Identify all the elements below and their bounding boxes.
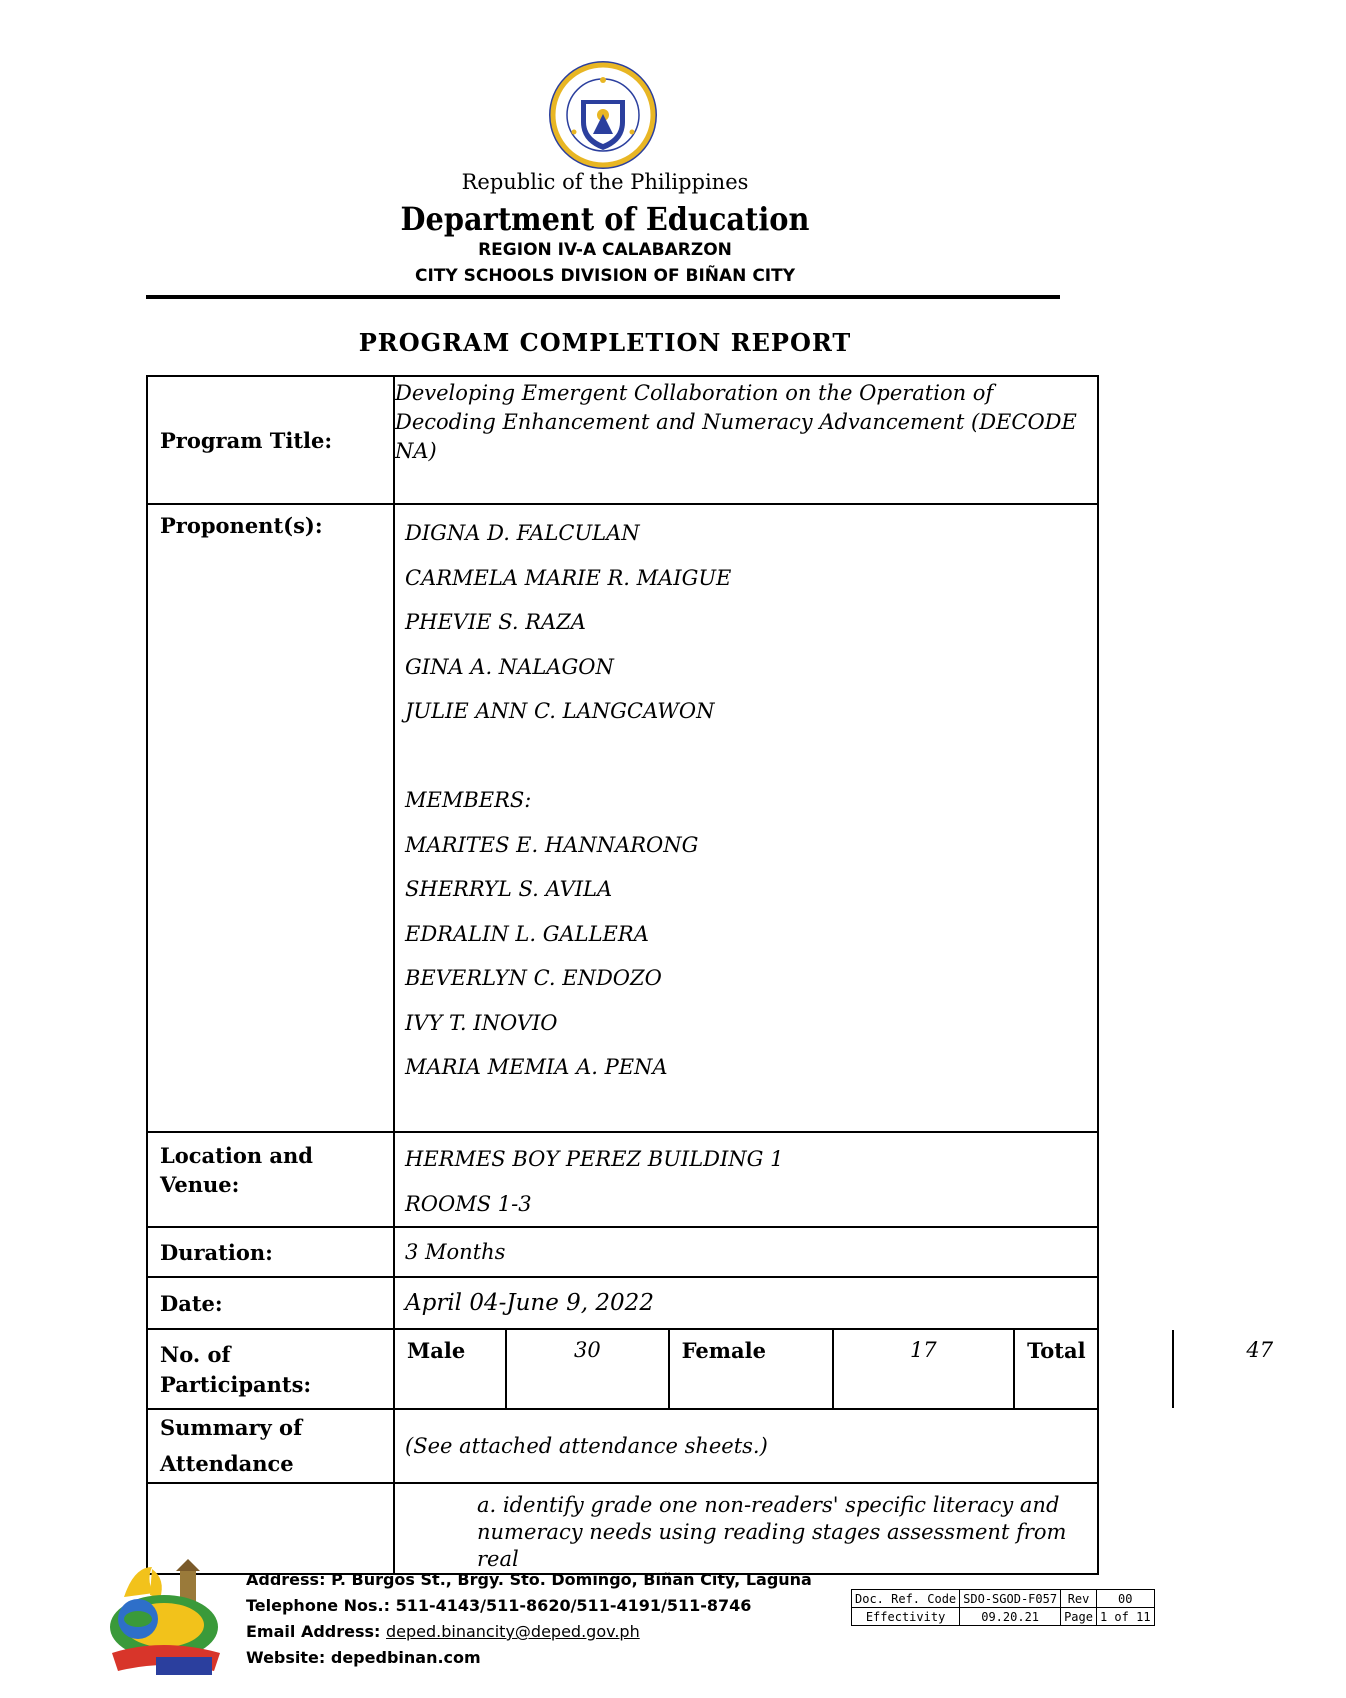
email-label: Email Address:: [246, 1622, 381, 1641]
proponents-label: Proponent(s):: [147, 504, 394, 1132]
objectives-value: [394, 1483, 1098, 1574]
female-count: 17: [833, 1330, 1015, 1408]
footer-website: [246, 1645, 812, 1671]
attendance-value: (See attached attendance sheets.): [394, 1409, 1098, 1483]
total-count: 47: [1173, 1330, 1346, 1408]
location-label-line: Location and: [160, 1143, 313, 1168]
rev-label: Rev: [1061, 1590, 1097, 1608]
attendance-row: [147, 1409, 1098, 1483]
total-label: Total: [1014, 1330, 1173, 1408]
location-line: HERMES BOY PEREZ BUILDING 1: [405, 1147, 784, 1171]
location-label-line: Venue:: [160, 1172, 240, 1197]
participants-label: [147, 1329, 394, 1409]
footer-telephone: [246, 1593, 812, 1619]
members-heading: MEMBERS:: [405, 788, 532, 812]
date-row: [147, 1277, 1098, 1329]
location-label: [147, 1132, 394, 1227]
footer-email: [246, 1619, 812, 1645]
duration-value: 3 Months: [394, 1227, 1098, 1277]
male-label: Male: [407, 1338, 466, 1363]
document-reference-table: [851, 1589, 1155, 1626]
sdo-binan-logo: [104, 1557, 226, 1683]
proponent-name: PHEVIE S. RAZA: [405, 610, 586, 634]
participants-breakdown: [394, 1329, 1274, 1409]
page-value: 1 of 11: [1096, 1608, 1154, 1626]
participants-label-line: No. of: [160, 1342, 231, 1367]
location-value: [394, 1132, 1098, 1227]
program-title-line: Decoding Enhancement and Numeracy Advancement (DECODE: [395, 410, 1077, 434]
address-value: P. Burgos St., Brgy. Sto. Domingo, Biñan City, Laguna: [331, 1570, 812, 1589]
objective-line: numeracy needs using reading stages assessment from real: [477, 1520, 1067, 1571]
program-title-line: Developing Emergent Collaboration on the Operation of: [395, 381, 994, 405]
participants-label-line: Participants:: [160, 1372, 312, 1397]
header-divider: [146, 295, 1060, 299]
member-name: MARIA MEMIA A. PENA: [405, 1055, 668, 1079]
department-heading: Department of Education: [400, 200, 810, 238]
proponents-row: [147, 504, 1098, 1132]
division-heading: CITY SCHOOLS DIVISION OF BIÑAN CITY: [414, 266, 796, 286]
date-label: Date:: [147, 1277, 394, 1329]
member-name: EDRALIN L. GALLERA: [405, 921, 649, 946]
duration-label: Duration:: [147, 1227, 394, 1277]
program-title-line: NA): [395, 439, 437, 463]
attendance-label: [147, 1409, 394, 1483]
objectives-row: [147, 1483, 1098, 1574]
document-title: PROGRAM COMPLETION REPORT: [358, 328, 852, 357]
proponent-name: DIGNA D. FALCULAN: [405, 521, 640, 545]
objective-line: a. identify grade one non-readers' specific literacy and: [477, 1493, 1060, 1517]
female-label: Female: [669, 1330, 833, 1408]
footer-contact: [246, 1567, 812, 1671]
spacer: [405, 734, 1097, 779]
website-value[interactable]: depedbinan.com: [330, 1648, 481, 1667]
member-name: MARITES E. HANNARONG: [405, 832, 699, 857]
participants-row: [147, 1329, 1098, 1409]
proponent-name: CARMELA MARIE R. MAIGUE: [405, 565, 732, 590]
region-heading: REGION IV-A CALABARZON: [478, 240, 732, 260]
male-count: 30: [506, 1330, 669, 1408]
deped-seal-logo: [548, 60, 658, 170]
member-name: IVY T. INOVIO: [405, 1010, 558, 1035]
member-name: SHERRYL S. AVILA: [405, 877, 613, 901]
location-line: ROOMS 1-3: [405, 1191, 532, 1216]
member-name: BEVERLYN C. ENDOZO: [405, 966, 662, 990]
doc-ref-label: Doc. Ref. Code: [852, 1590, 960, 1608]
location-row: [147, 1132, 1098, 1227]
effectivity-label: Effectivity: [852, 1608, 960, 1626]
attendance-label-line: Attendance: [160, 1451, 294, 1476]
footer-address: [246, 1567, 812, 1593]
doc-ref-code: SDO-SGOD-F057: [960, 1590, 1061, 1608]
attendance-label-line: Summary of: [160, 1415, 303, 1440]
program-title-row: [147, 376, 1098, 504]
republic-heading: Republic of the Philippines: [461, 170, 749, 194]
date-value: April 04-June 9, 2022: [394, 1277, 1098, 1329]
rev-value: 00: [1096, 1590, 1154, 1608]
website-label: Website:: [246, 1648, 326, 1667]
email-link[interactable]: deped.binancity@deped.gov.ph: [386, 1622, 640, 1641]
page-label: Page: [1061, 1608, 1097, 1626]
duration-row: [147, 1227, 1098, 1277]
proponent-name: JULIE ANN C. LANGCAWON: [405, 699, 715, 723]
proponent-name: GINA A. NALAGON: [405, 654, 614, 679]
completion-report-form: [146, 375, 1274, 1571]
program-title-value: [394, 376, 1098, 504]
telephone-label: Telephone Nos.:: [246, 1596, 391, 1615]
telephone-value: 511-4143/511-8620/511-4191/511-8746: [395, 1596, 752, 1615]
address-label: Address:: [246, 1570, 326, 1589]
effectivity-value: 09.20.21: [960, 1608, 1061, 1626]
proponents-value: [394, 504, 1098, 1132]
program-title-label: Program Title:: [147, 376, 394, 504]
